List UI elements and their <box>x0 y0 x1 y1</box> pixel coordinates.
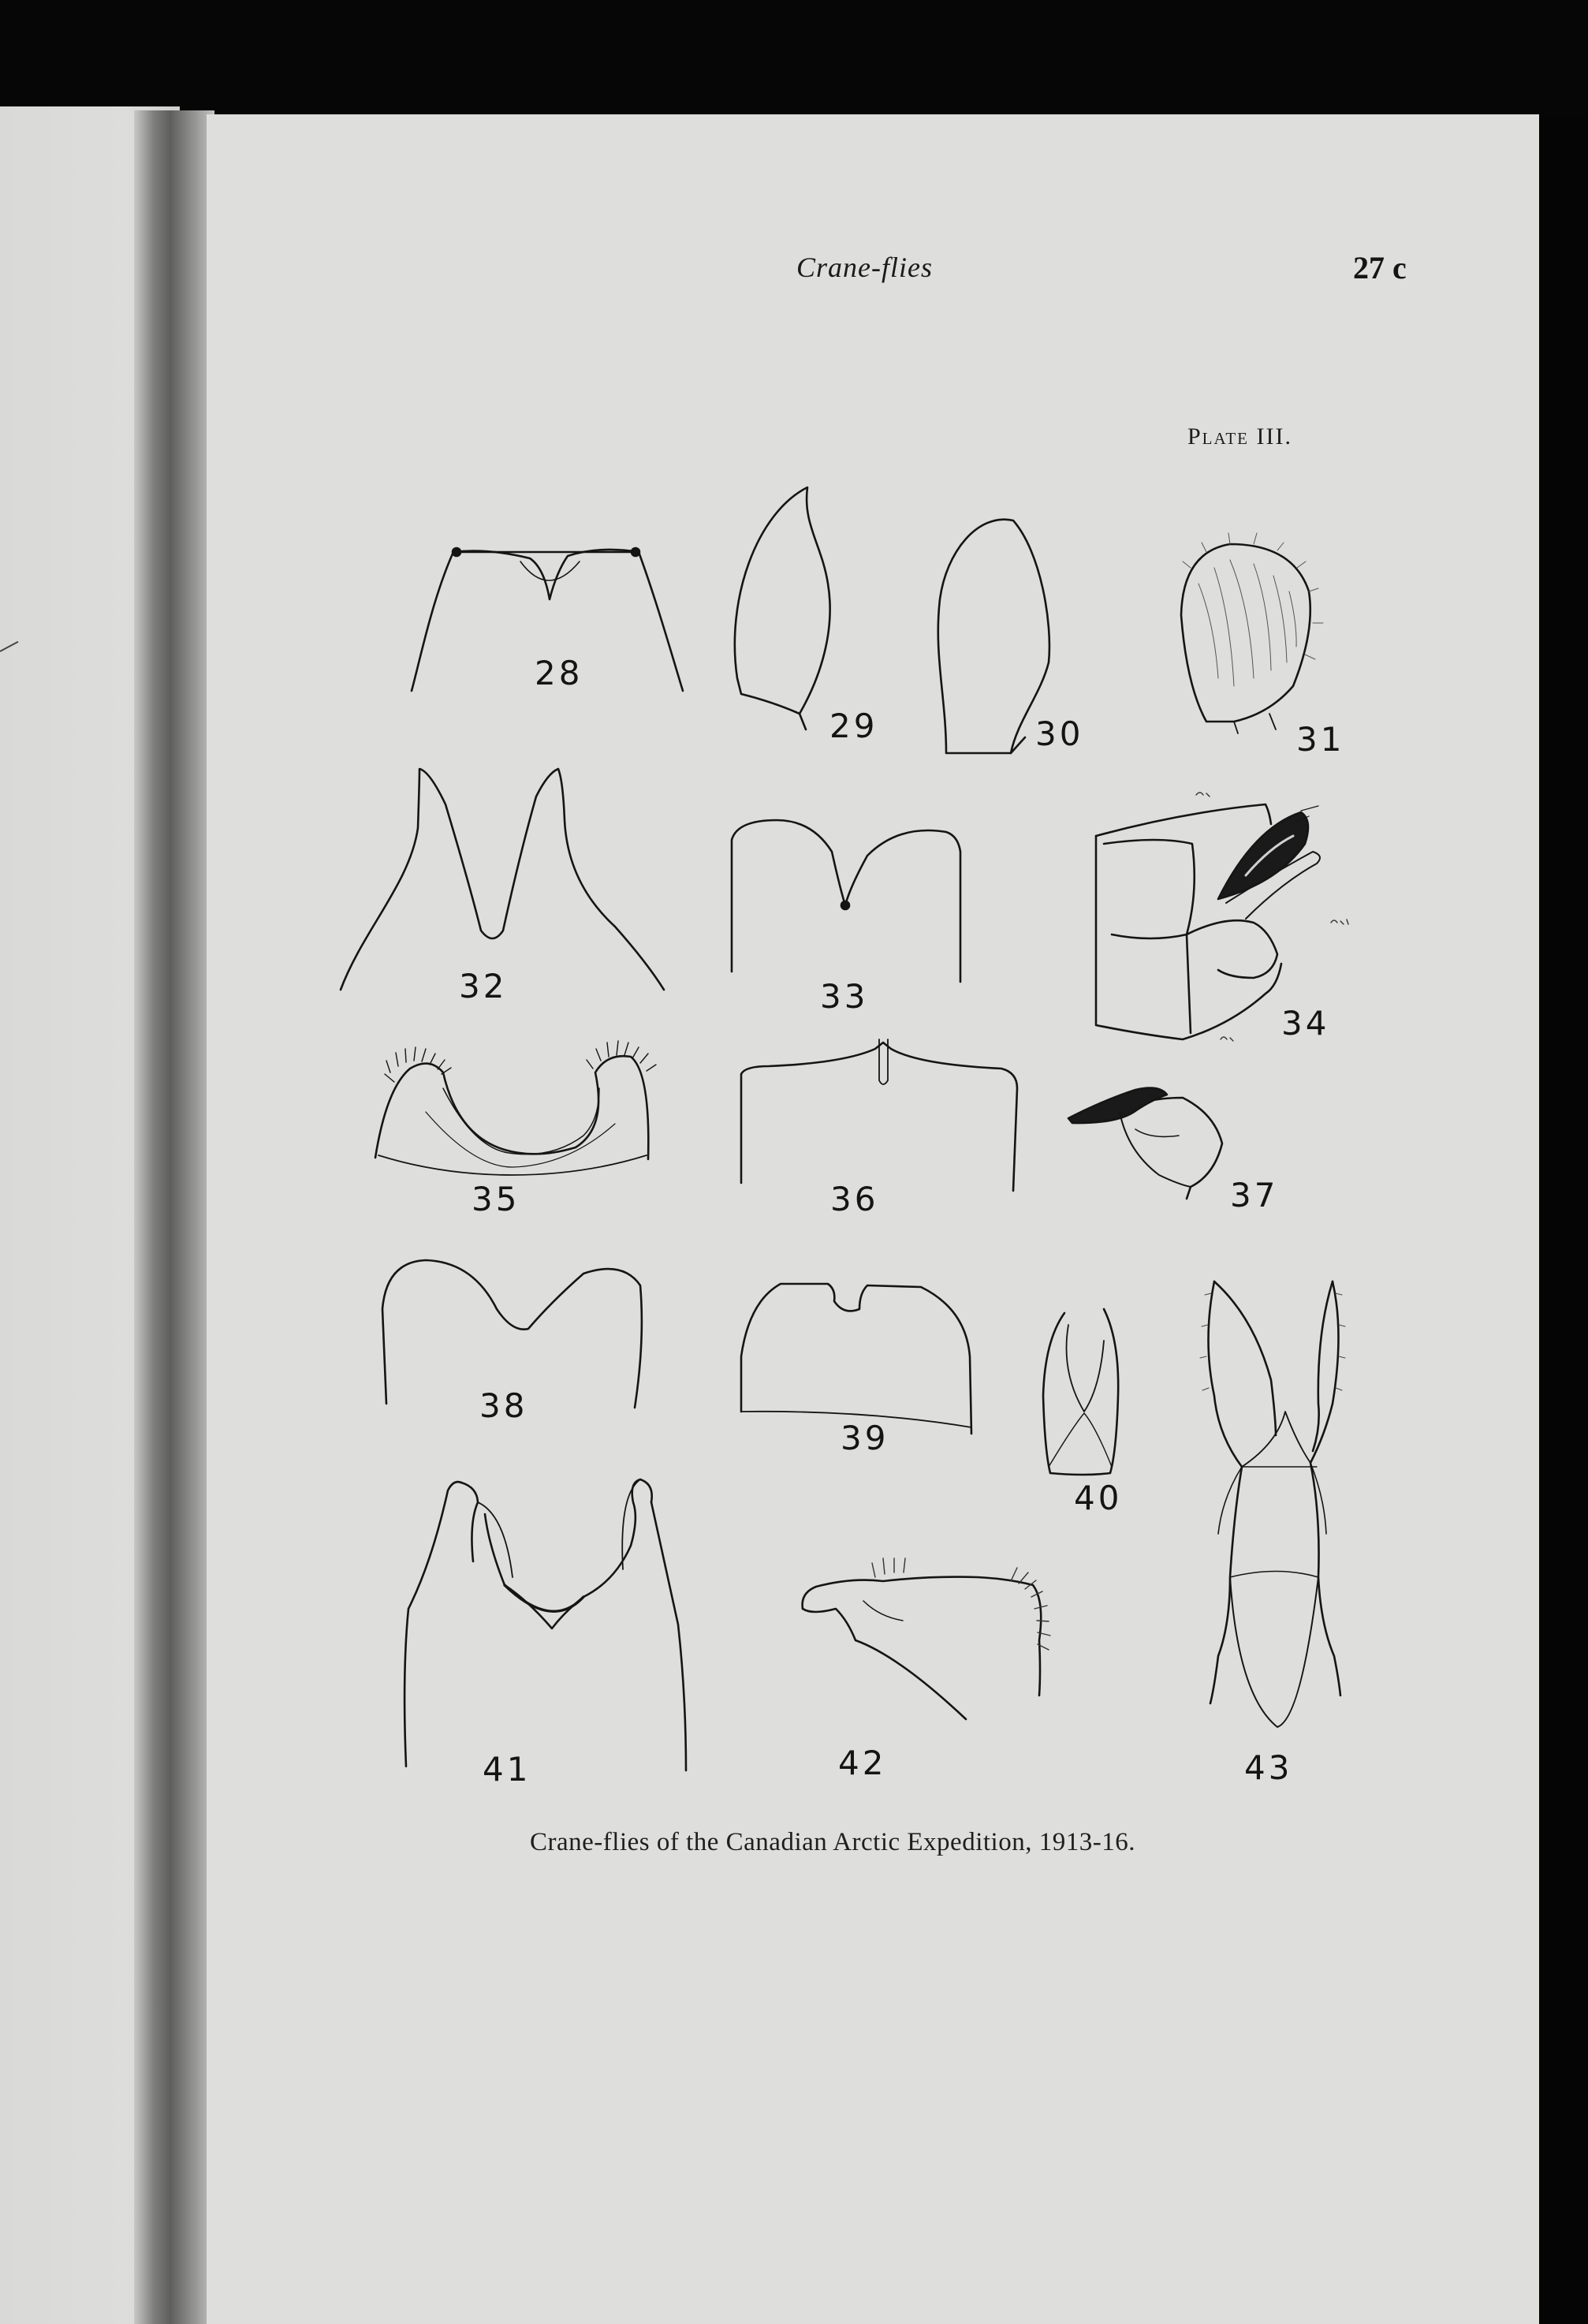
figure-42-drawing <box>803 1558 1050 1719</box>
figure-37-drawing <box>1068 1088 1222 1199</box>
figure-33-drawing <box>732 820 960 982</box>
page-number: 27 c <box>1353 250 1407 285</box>
figure-label-38: 38 <box>479 1386 528 1425</box>
figure-label-37: 37 <box>1230 1176 1279 1214</box>
figure-label-39: 39 <box>841 1419 889 1457</box>
figure-43-drawing <box>1200 1281 1345 1727</box>
running-head: Crane-flies <box>796 252 933 283</box>
figure-31-drawing <box>1181 533 1323 733</box>
figure-32-drawing <box>341 769 664 990</box>
plate-caption: Crane-flies of the Canadian Arctic Expedition, 1913-16. <box>530 1828 1135 1856</box>
figure-label-43: 43 <box>1244 1748 1293 1787</box>
figure-label-33: 33 <box>820 977 869 1016</box>
figure-label-34: 34 <box>1281 1004 1330 1043</box>
figure-label-41: 41 <box>483 1750 531 1789</box>
figure-label-29: 29 <box>829 707 878 745</box>
figure-label-30: 30 <box>1035 714 1084 753</box>
figure-30-drawing <box>938 520 1049 753</box>
figure-label-42: 42 <box>838 1744 887 1782</box>
figure-label-28: 28 <box>535 654 583 692</box>
figure-label-40: 40 <box>1074 1479 1123 1517</box>
figure-40-drawing <box>1043 1309 1118 1475</box>
figure-36-drawing <box>741 1039 1017 1191</box>
figure-label-31: 31 <box>1296 720 1345 759</box>
figure-35-drawing <box>375 1041 656 1175</box>
figure-29-drawing <box>735 487 830 729</box>
figure-38-drawing <box>382 1260 642 1408</box>
figure-39-drawing <box>741 1284 971 1434</box>
plate-label: Plate III. <box>1187 423 1292 450</box>
figure-label-32: 32 <box>459 967 508 1005</box>
figure-label-35: 35 <box>472 1180 520 1218</box>
figure-label-36: 36 <box>830 1180 879 1218</box>
figure-41-drawing <box>404 1479 686 1770</box>
